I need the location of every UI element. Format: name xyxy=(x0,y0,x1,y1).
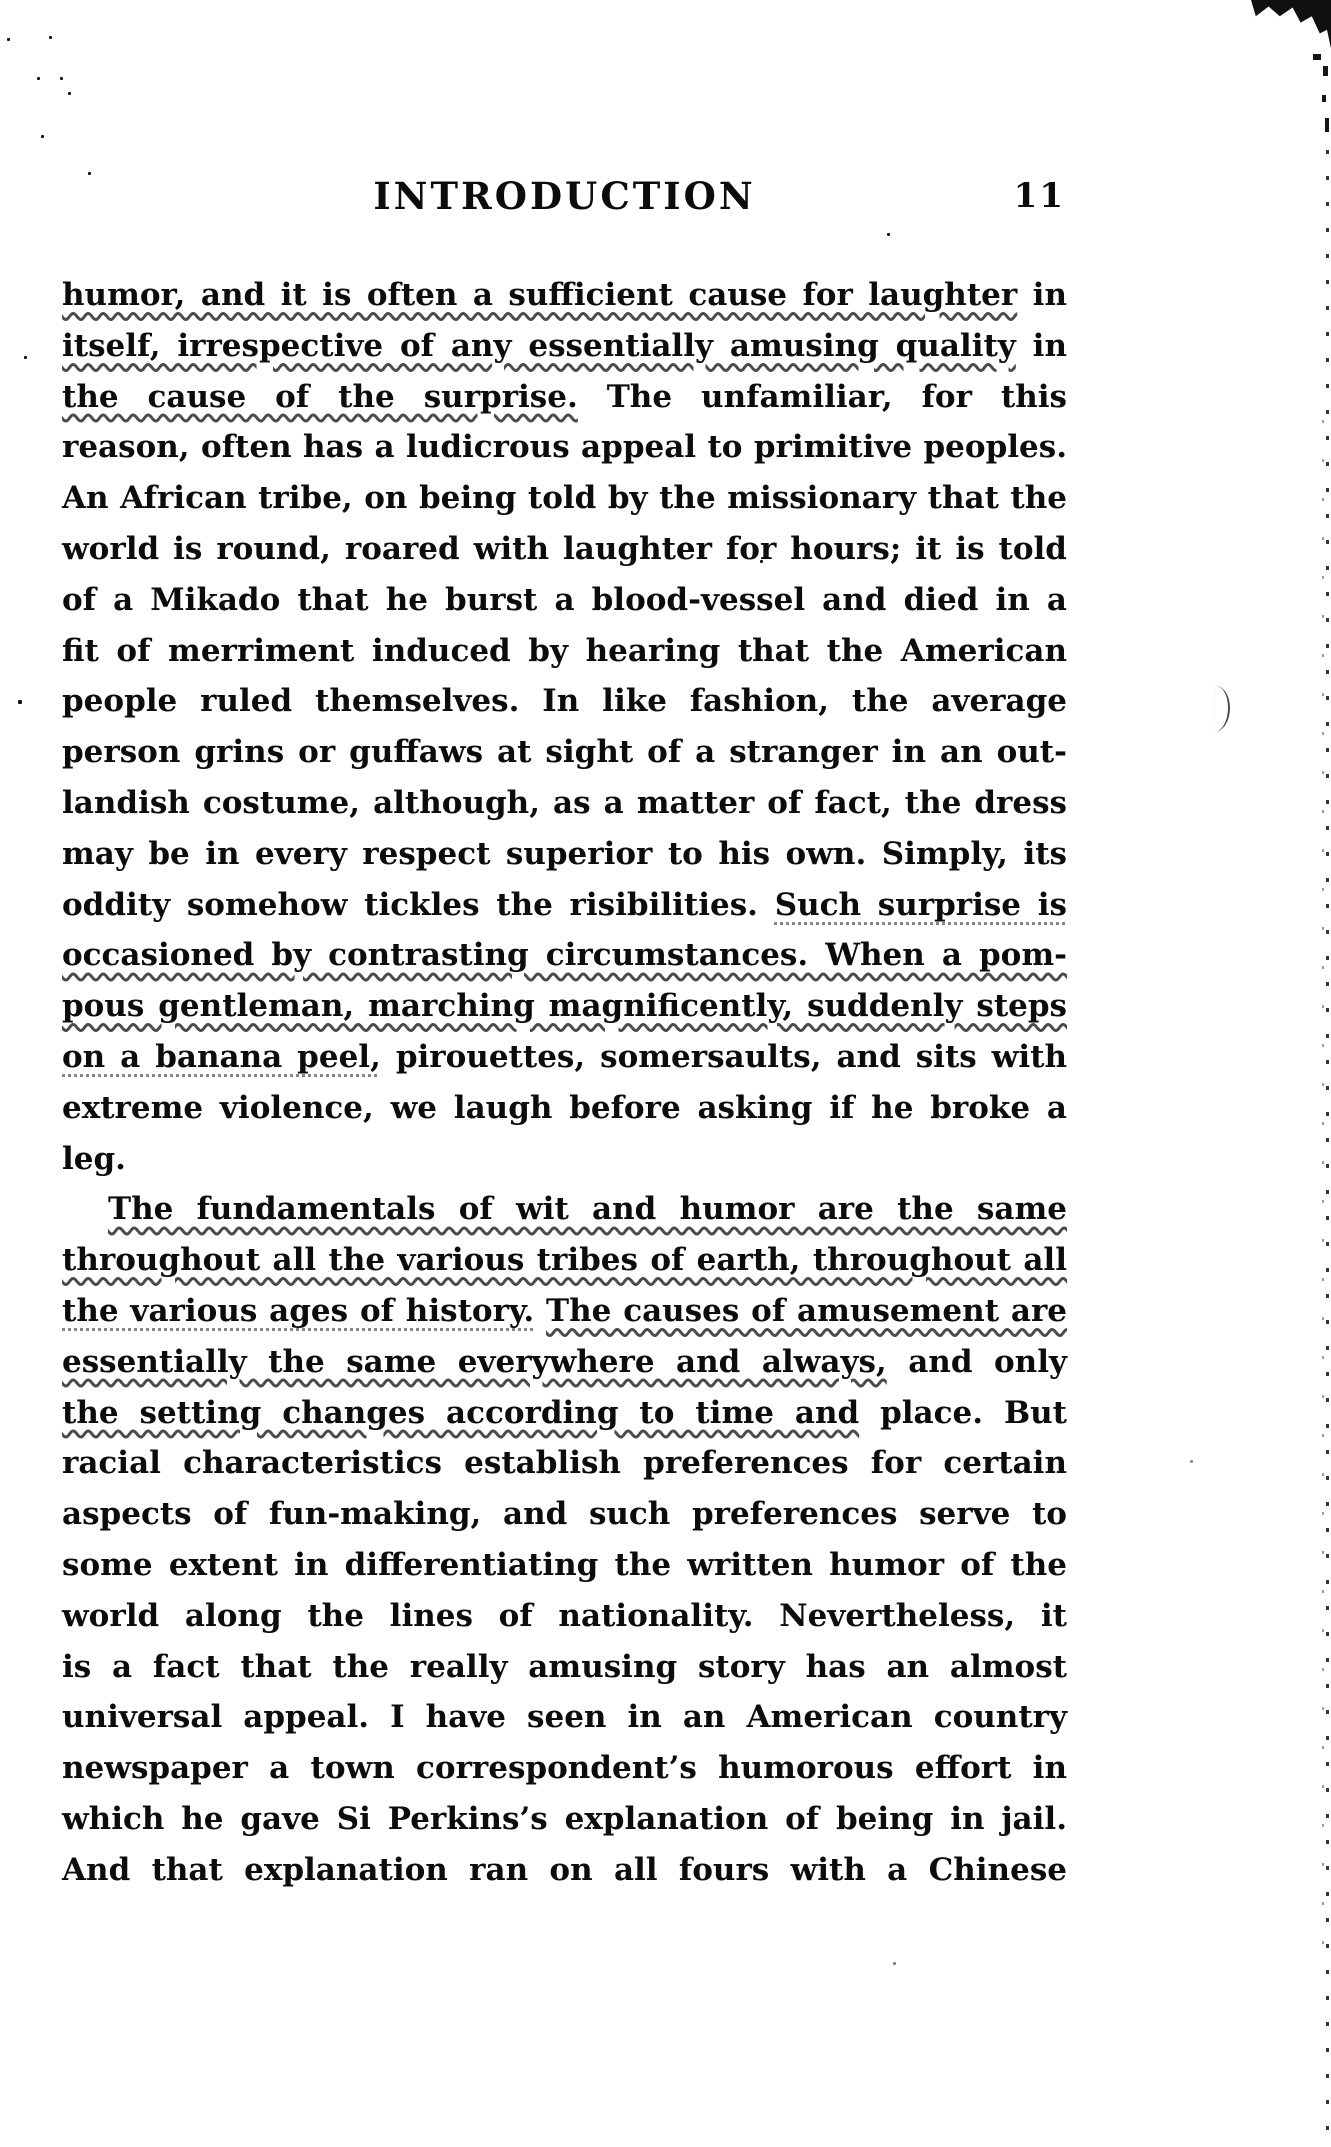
scan-corner-artifact xyxy=(1251,0,1331,54)
scan-fringe-speck xyxy=(1325,118,1329,132)
text-line xyxy=(62,1083,1067,1134)
text-line xyxy=(62,880,1067,931)
text-line xyxy=(62,1134,1067,1185)
pencil-underlined-text: essentially the same everywhere and always, xyxy=(62,1343,887,1380)
text-line xyxy=(62,1591,1067,1642)
scan-fringe-speck xyxy=(1313,54,1321,60)
scan-edge-speckles xyxy=(1322,420,1324,1947)
text-line xyxy=(62,422,1067,473)
pencil-underlined-text: the cause of the surprise. xyxy=(62,378,578,415)
text-line xyxy=(62,1438,1067,1489)
speckle xyxy=(887,233,890,236)
text-segment: may be in every respect superior to his own. Simply, its xyxy=(62,835,1067,872)
text-line xyxy=(62,1235,1067,1286)
speckle xyxy=(7,38,10,41)
pencil-underlined-text: the various ages of history. xyxy=(62,1292,535,1329)
text-segment xyxy=(534,1293,546,1329)
pencil-underlined-text: pous gentleman, marching magnificently, suddenly steps xyxy=(62,988,1067,1025)
page-number: 11 xyxy=(1013,176,1065,216)
text-segment: is a fact that the really amusing story has an almost xyxy=(62,1648,1067,1685)
speckle xyxy=(60,77,63,80)
text-segment: person grins or guffaws at sight of a stranger in an out- xyxy=(62,734,1067,771)
text-segment: in xyxy=(1015,327,1068,364)
text-line xyxy=(62,1540,1067,1591)
pencil-underlined-text: The causes of amusement are xyxy=(546,1292,1068,1329)
text-line xyxy=(62,1692,1067,1743)
speckle xyxy=(1190,1460,1193,1463)
text-line xyxy=(62,321,1067,372)
text-line xyxy=(62,372,1067,423)
text-segment: The unfamiliar, for this xyxy=(577,378,1067,415)
text-line xyxy=(62,1032,1067,1083)
text-line xyxy=(62,524,1067,575)
text-line xyxy=(62,1184,1067,1235)
speckle xyxy=(41,135,44,138)
text-segment: world is round, roared with laughter for hours; it is told xyxy=(62,530,1067,567)
scan-edge-speckles xyxy=(1326,150,1329,2147)
text-segment: in xyxy=(1017,277,1067,313)
text-line xyxy=(62,981,1067,1032)
text-line xyxy=(62,1489,1067,1540)
scan-fringe-speck xyxy=(1322,95,1326,102)
text-segment: reason, often has a ludicrous appeal to primitive peoples. xyxy=(62,429,1067,466)
text-segment: pirouettes, somersaults, and sits with xyxy=(380,1038,1067,1075)
text-segment: And that explanation ran on all fours with a Chinese xyxy=(62,1851,1067,1888)
text-segment: An African tribe, on being told by the missionary that the xyxy=(62,480,1067,517)
scan-fringe-speck xyxy=(1323,66,1328,76)
text-line xyxy=(62,829,1067,880)
text-line xyxy=(62,1388,1067,1439)
pencil-underlined-text: itself, irrespective of any essentially amusing quality xyxy=(62,327,1016,364)
text-segment: of a Mikado that he burst a blood-vessel and died in a xyxy=(62,581,1067,618)
speckle xyxy=(18,700,22,704)
text-line xyxy=(62,1337,1067,1388)
speckle xyxy=(68,92,71,95)
pencil-paren-mark xyxy=(1214,686,1231,732)
text-line xyxy=(62,1845,1067,1896)
pencil-underlined-text: humor, and it is often a sufficient cause for laughter xyxy=(62,277,1018,313)
pencil-underlined-text: on a banana peel, xyxy=(62,1038,381,1075)
speckle xyxy=(893,1962,896,1965)
text-line xyxy=(62,778,1067,829)
speckle xyxy=(24,356,27,359)
text-segment: landish costume, although, as a matter of fact, the dress xyxy=(62,784,1067,821)
text-segment: leg. xyxy=(62,1140,126,1177)
text-line xyxy=(62,676,1067,727)
text-line xyxy=(62,473,1067,524)
text-line xyxy=(62,626,1067,677)
text-line xyxy=(62,270,1067,321)
pencil-underlined-text: occasioned by contrasting circumstances. When a pom- xyxy=(62,937,1067,974)
text-line xyxy=(62,1743,1067,1794)
text-segment: world along the lines of nationality. Nevertheless, it xyxy=(62,1597,1067,1634)
text-segment: which he gave Si Perkins’s explanation of being in jail. xyxy=(62,1800,1067,1837)
text-line xyxy=(62,1642,1067,1693)
text-line xyxy=(62,575,1067,626)
text-segment: aspects of fun-making, and such preferences serve to xyxy=(62,1496,1067,1533)
pencil-underlined-text: The fundamentals of wit and humor are the same xyxy=(108,1191,1067,1228)
pencil-underlined-text: throughout all the various tribes of earth, throughout all xyxy=(62,1242,1067,1279)
text-line xyxy=(62,1794,1067,1845)
text-line xyxy=(62,930,1067,981)
text-segment: some extent in differentiating the written humor of the xyxy=(62,1546,1067,1583)
text-segment: people ruled themselves. In like fashion, the average xyxy=(62,683,1067,720)
page-header-title: INTRODUCTION xyxy=(373,174,756,218)
text-segment: place. But xyxy=(859,1394,1067,1431)
pencil-underlined-text: the setting changes according to time and xyxy=(62,1394,860,1431)
text-line xyxy=(62,1286,1067,1337)
text-segment: racial characteristics establish preferences for certain xyxy=(62,1445,1067,1482)
text-segment: universal appeal. I have seen in an American country xyxy=(62,1699,1067,1736)
body-text xyxy=(62,270,1067,1896)
text-segment: fit of merriment induced by hearing that the American xyxy=(62,632,1067,669)
text-line xyxy=(62,727,1067,778)
text-segment: and only xyxy=(886,1343,1067,1380)
speckle xyxy=(49,36,52,39)
text-segment: newspaper a town correspondent’s humorous effort in xyxy=(62,1750,1067,1787)
speckle xyxy=(37,77,40,80)
page-header xyxy=(62,174,1067,218)
text-segment: extreme violence, we laugh before asking if he broke a xyxy=(62,1089,1067,1126)
text-segment: oddity somehow tickles the risibilities. xyxy=(62,886,775,923)
pencil-underlined-text: Such surprise is xyxy=(774,886,1067,923)
